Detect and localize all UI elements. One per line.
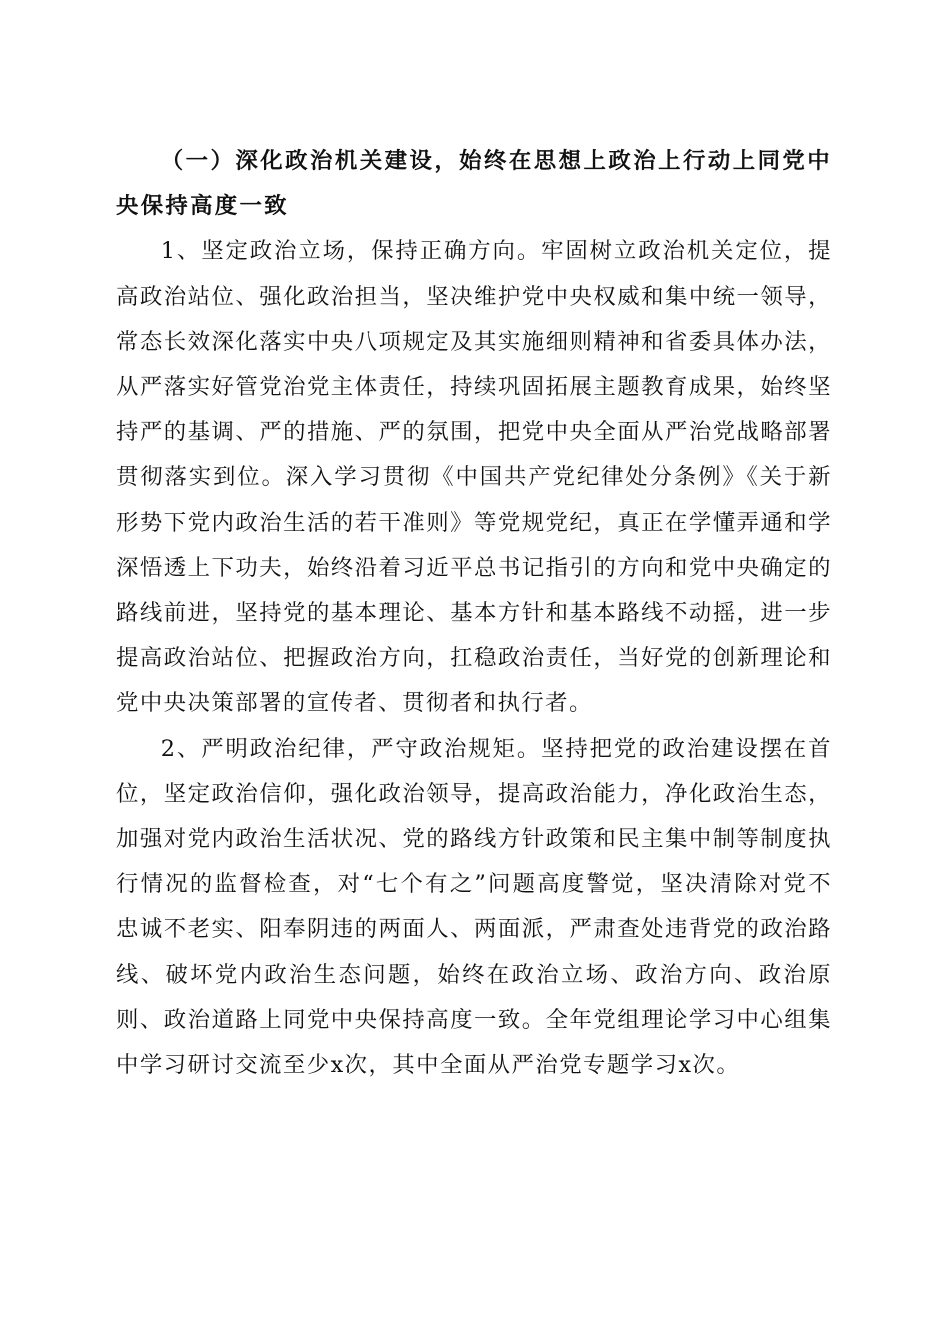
paragraph-2: 2、严明政治纪律，严守政治规矩。坚持把党的政治建设摆在首位，坚定政治信仰，强化政治领导，提高政治能力，净化政治生态，加强对党内政治生活状况、党的路线方针政策和民主集中制等制度执行情况的监督检查，对“七个有之”问题高度警觉，坚决清除对党不忠诚不老实、阳奉阴违的两面人、两面派，严肃查处违背党的政治路线、破坏党内政治生态问题，始终在政治立场、政治方向、政治原则、政治道路上同党中央保持高度一致。全年党组理论学习中心组集中学习研讨交流至少x次，其中全面从严治党专题学习x次。: [116, 735, 832, 1079]
section-heading: （一）深化政治机关建设，始终在思想上政治上行动上同党中央保持高度一致: [116, 148, 832, 220]
paragraph-1: 1、坚定政治立场，保持正确方向。牢固树立政治机关定位，提高政治站位、强化政治担当，坚决维护党中央权威和集中统一领导，常态长效深化落实中央八项规定及其实施细则精神和省委具体办法，从严落实好管党治党主体责任，持续巩固拓展主题教育成果，始终坚持严的基调、严的措施、严的氛围，把党中央全面从严治党战略部署贯彻落实到位。深入学习贯彻《中国共产党纪律处分条例》《关于新形势下党内政治生活的若干准则》等党规党纪，真正在学懂弄通和学深悟透上下功夫，始终沿着习近平总书记指引的方向和党中央确定的路线前进，坚持党的基本理论、基本方针和基本路线不动摇，进一步提高政治站位、把握政治方向，扛稳政治责任，当好党的创新理论和党中央决策部署的宣传者、贯彻者和执行者。: [116, 238, 832, 717]
document-body: [116, 139, 832, 1088]
